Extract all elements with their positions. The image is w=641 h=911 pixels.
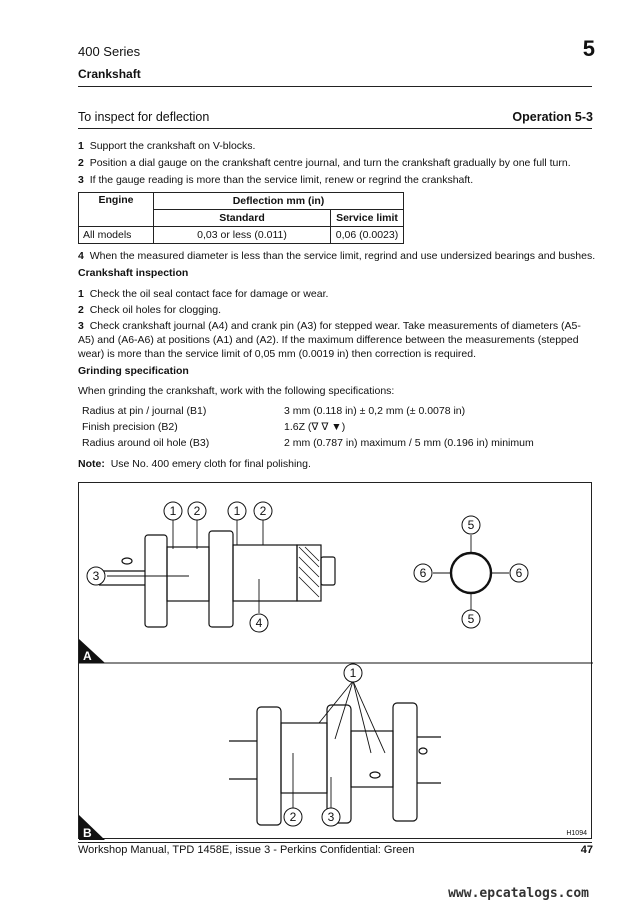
callout-a6-left: 6: [419, 566, 427, 580]
grinding-heading: Grinding specification: [78, 365, 189, 377]
b-journal: [281, 723, 327, 793]
callout-a2b: 2: [259, 504, 267, 518]
crank-web-2: [209, 531, 233, 627]
callout-a2: 2: [193, 504, 201, 518]
callout-b3: 3: [327, 810, 335, 824]
series-title: 400 Series: [78, 44, 141, 59]
inspection-heading: Crankshaft inspection: [78, 267, 189, 279]
procedure-title: To inspect for deflection: [78, 110, 210, 124]
callout-a3: 3: [92, 569, 100, 583]
inspection-item-3: 3 Check crankshaft journal (A4) and crank pin (A3) for stepped wear. Take measurements of diameters (A5-A5) and (A6-A6) at positions (A1) and (A2). If the maximum difference between the measurements (stepped wear) is more than the service limit of 0,05 mm (0.0019 in) then correction is required.: [78, 320, 581, 360]
callout-b2: 2: [289, 810, 297, 824]
gear-teeth: [297, 545, 321, 601]
callout-a6-right: 6: [515, 566, 523, 580]
grinding-intro: When grinding the crankshaft, work with the following specifications:: [78, 385, 395, 397]
grinding-value-b2: 1.6Z (∇ ∇ ▼): [284, 421, 346, 433]
panel-b-label: B: [83, 826, 92, 840]
callout-b1: 1: [349, 666, 357, 680]
crank-web-1: [145, 535, 167, 627]
b-pin: [351, 731, 393, 787]
table-cell-standard: 0,03 or less (0.011): [154, 227, 331, 244]
footer-rule: [78, 842, 592, 843]
callout-a5-bottom: 5: [467, 612, 475, 626]
table-cell-engine: All models: [79, 227, 154, 244]
inspection-item-2: 2 Check oil holes for clogging.: [78, 304, 222, 316]
figure-code: H1094: [566, 830, 587, 837]
grinding-label-b3: Radius around oil hole (B3): [82, 437, 210, 449]
callout-a1b: 1: [233, 504, 241, 518]
section-title: Crankshaft: [78, 67, 141, 81]
table-header-standard: Standard: [154, 210, 331, 227]
grinding-label-b1: Radius at pin / journal (B1): [82, 405, 207, 417]
table-cell-limit: 0,06 (0.0023): [331, 227, 404, 244]
grinding-value-b3: 2 mm (0.787 in) maximum / 5 mm (0.196 in) minimum: [284, 437, 534, 449]
header-rule: [78, 86, 592, 87]
shaft-right-stub: [321, 557, 335, 585]
b-oil-hole: [370, 772, 380, 778]
callout-a5-top: 5: [467, 518, 475, 532]
step-1: 1 Support the crankshaft on V-blocks.: [78, 140, 256, 152]
step-4: 4 When the measured diameter is less than the service limit, regrind and use undersized bearings and bushes.: [78, 250, 596, 262]
table-header-limit: Service limit: [331, 210, 404, 227]
b-web-1: [257, 707, 281, 825]
journal-cross-section: [451, 553, 491, 593]
footer-text: Workshop Manual, TPD 1458E, issue 3 - Perkins Confidential: Green: [78, 844, 415, 856]
grinding-value-b1: 3 mm (0.118 in) ± 0,2 mm (± 0.0078 in): [284, 405, 466, 417]
crank-pin-a3: [167, 547, 209, 601]
chapter-number: 5: [582, 36, 595, 61]
page-number: 47: [580, 844, 593, 856]
callout-a4: 4: [255, 616, 263, 630]
main-journal-a4: [233, 545, 297, 601]
inspection-item-1: 1 Check the oil seal contact face for damage or wear.: [78, 288, 329, 300]
operation-number: Operation 5-3: [512, 110, 593, 124]
website-watermark[interactable]: www.epcatalogs.com: [448, 886, 589, 901]
step-3: 3 If the gauge reading is more than the service limit, renew or regrind the crankshaft.: [78, 174, 474, 186]
title-rule: [78, 128, 592, 129]
b-web-3: [393, 703, 417, 821]
oil-hole: [122, 558, 132, 564]
crankshaft-drawing: [79, 483, 593, 840]
note: Note: Use No. 400 emery cloth for final polishing.: [78, 458, 311, 470]
table-header-deflection: Deflection mm (in): [154, 193, 404, 210]
step-2: 2 Position a dial gauge on the crankshaft centre journal, and turn the crankshaft gradually by one full turn.: [78, 157, 571, 169]
panel-a-label: A: [83, 649, 92, 663]
table-header-engine: Engine: [79, 193, 154, 227]
grinding-label-b2: Finish precision (B2): [82, 421, 178, 433]
callout-a1: 1: [169, 504, 177, 518]
crankshaft-figure: [78, 482, 592, 839]
deflection-table: [78, 192, 404, 244]
